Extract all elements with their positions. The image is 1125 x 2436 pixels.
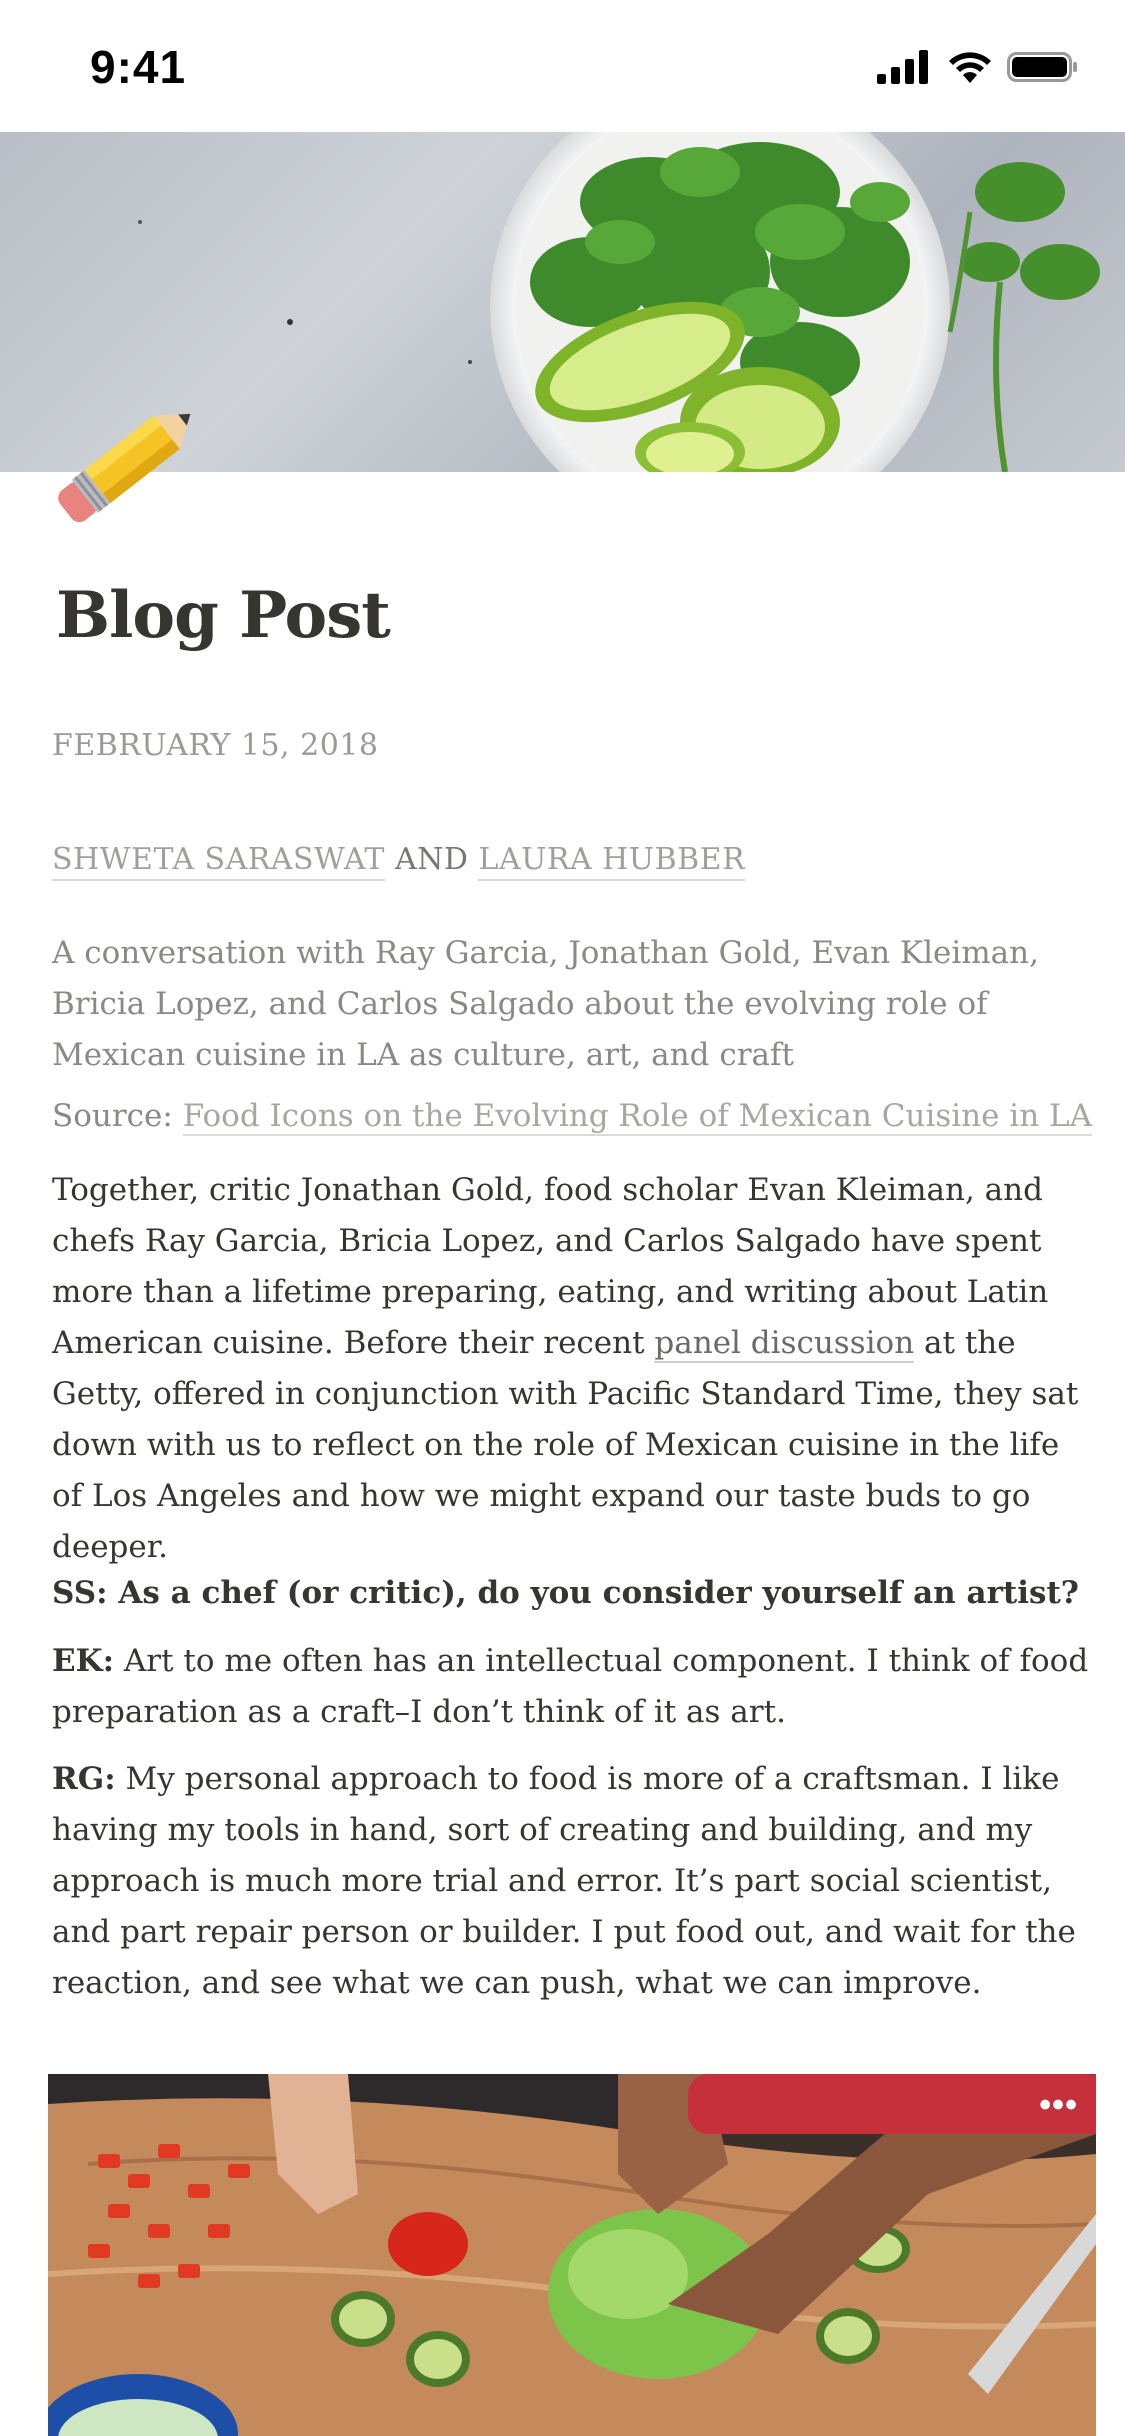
cooking-illustration <box>48 2074 1096 2436</box>
author-link-shweta[interactable]: SHWETA SARASWAT <box>52 842 385 881</box>
answer-ek <box>52 1636 1092 1738</box>
wifi-icon <box>947 50 993 84</box>
more-options-icon[interactable]: ••• <box>1039 2086 1078 2124</box>
speaker-rg: RG: <box>52 1761 116 1797</box>
cooking-photo[interactable] <box>48 2074 1096 2436</box>
source-label: Source: <box>52 1098 173 1134</box>
author-link-laura[interactable]: LAURA HUBBER <box>478 842 745 881</box>
intro-text-after: at the Getty, offered in conjunction with Pacific Standard Time, they sat down with us to reflect on the role of Mexican cuisine in the life of Los Angeles and how we might expand our taste buds to go deeper. <box>52 1325 1079 1565</box>
status-icons <box>877 50 1079 84</box>
post-summary: A conversation with Ray Garcia, Jonathan Gold, Evan Kleiman, Bricia Lopez, and Carlos Salgado about the evolving role of Mexican cuisine in LA as culture, art, and craft <box>52 935 1039 1073</box>
pencil-icon[interactable] <box>40 380 210 550</box>
post-source <box>52 1098 1092 1134</box>
speaker-ek: EK: <box>52 1643 115 1679</box>
cellular-signal-icon <box>877 50 933 84</box>
status-time: 9:41 <box>90 41 187 93</box>
authors-joiner-text: AND <box>394 842 469 877</box>
panel-discussion-link[interactable]: panel discussion <box>654 1325 915 1361</box>
status-bar <box>0 0 1125 132</box>
intro-paragraph <box>52 1165 1092 1573</box>
post-date: FEBRUARY 15, 2018 <box>52 728 379 763</box>
battery-icon <box>1007 50 1079 84</box>
intro-text-before: Together, critic Jonathan Gold, food scholar Evan Kleiman, and chefs Ray Garcia, Bricia Lopez, and Carlos Salgado have spent more than a lifetime preparing, eating, and writing about Latin American cuisine. Before their recent <box>52 1172 1049 1361</box>
interview-question: SS: As a chef (or critic), do you consider yourself an artist? <box>52 1575 1079 1611</box>
answer-rg <box>52 1754 1092 2009</box>
answer-rg-text: My personal approach to food is more of a craftsman. I like having my tools in hand, sort of creating and building, and my approach is much more trial and error. It’s part social scientist, and part repair person or builder. I put food out, and wait for the reaction, and see what we can push, what we can improve. <box>52 1761 1076 2001</box>
page-title[interactable]: Blog Post <box>56 578 390 653</box>
post-authors <box>52 842 745 877</box>
answer-ek-text: Art to me often has an intellectual component. I think of food preparation as a craft–I don’t think of it as art. <box>52 1643 1089 1730</box>
authors-joiner <box>395 842 479 877</box>
source-link[interactable]: Food Icons on the Evolving Role of Mexican Cuisine in LA <box>182 1098 1093 1134</box>
